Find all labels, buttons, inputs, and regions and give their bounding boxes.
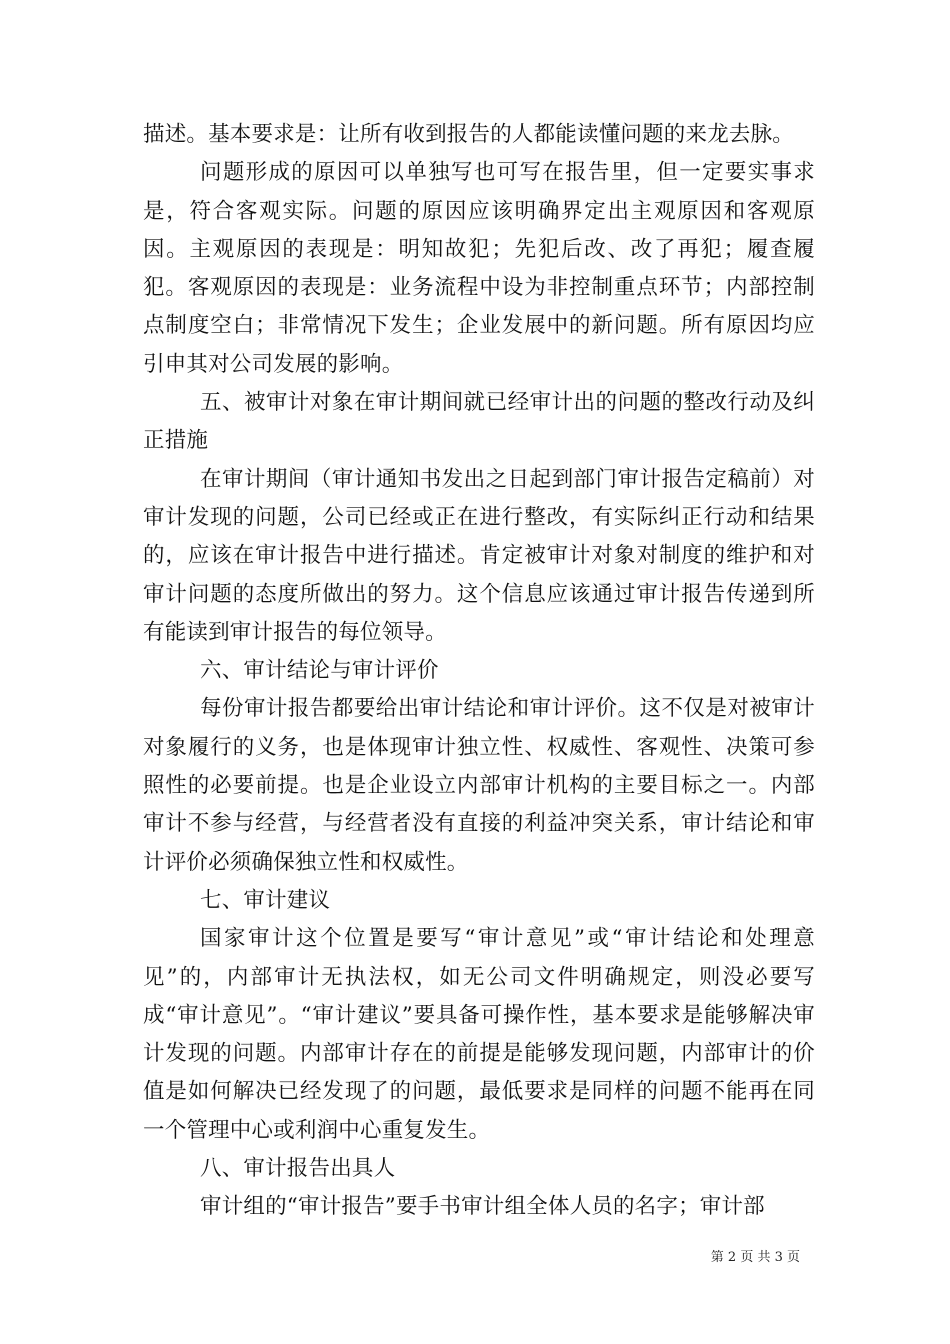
section-heading-7: 七、审计建议 <box>200 887 331 913</box>
paragraph-3: 在审计期间（审计通知书发出之日起到部门审计报告定稿前）对审计发现的问题，公司已经或正在进行整改，有实际纠正行动和结果的，应该在审计报告中进行描述。肯定被审计对象对制度的维护和对审计问题的态度所做出的努力。这个信息应该通过审计报告传递到所有能读到审计报告的每位领导。 <box>143 466 815 645</box>
paragraph-6: 审计组的“审计报告”要手书审计组全体人员的名字；审计部 <box>200 1194 765 1220</box>
paragraph-4: 每份审计报告都要给出审计结论和审计评价。这不仅是对被审计对象履行的义务，也是体现审计独立性、权威性、客观性、决策可参照性的必要前提。也是企业设立内部审计机构的主要目标之一。内部审计不参与经营，与经营者没有直接的利益冲突关系，审计结论和审计评价必须确保独立性和权威性。 <box>143 696 815 875</box>
paragraph-2: 问题形成的原因可以单独写也可写在报告里，但一定要实事求是，符合客观实际。问题的原因应该明确界定出主观原因和客观原因。主观原因的表现是：明知故犯；先犯后改、改了再犯；履查履犯。客观原因的表现是：业务流程中设为非控制重点环节；内部控制点制度空白；非常情况下发生；企业发展中的新问题。所有原因均应引申其对公司发展的影响。 <box>143 160 815 377</box>
section-heading-5: 五、被审计对象在审计期间就已经审计出的问题的整改行动及纠正措施 <box>143 390 815 454</box>
paragraph-1: 描述。基本要求是：让所有收到报告的人都能读懂问题的来龙去脉。 <box>143 122 795 147</box>
section-heading-8: 八、审计报告出具人 <box>200 1156 396 1182</box>
paragraph-5: 国家审计这个位置是要写“审计意见”或“审计结论和处理意见”的，内部审计无执法权，如无公司文件明确规定，则没必要写成“审计意见”。“审计建议”要具备可操作性，基本要求是能够解决审计发现的问题。内部审计存在的前提是能够发现问题，内部审计的价值是如何解决已经发现了的问题，最低要求是同样的问题不能再在同一个管理中心或利润中心重复发生。 <box>143 926 815 1143</box>
page-number: 第 2 页 共 3 页 <box>710 1250 800 1265</box>
section-heading-6: 六、审计结论与审计评价 <box>200 658 439 684</box>
document-body <box>143 116 815 1227</box>
